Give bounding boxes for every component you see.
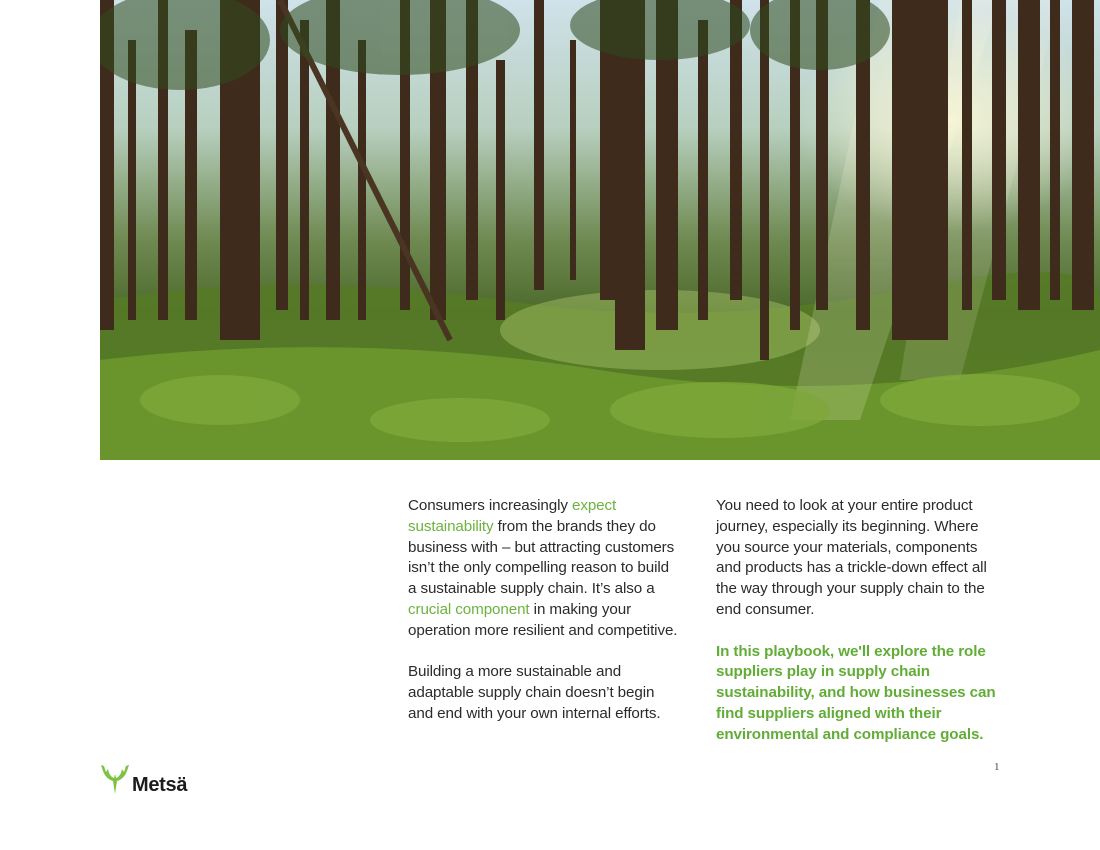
playbook-highlight: In this playbook, we'll explore the role suppliers play in supply chain sustainability, and how businesses can find suppliers aligned with their environmental and compliance goals. (716, 642, 996, 743)
metsa-logo (100, 763, 187, 795)
supply-chain-paragraph: Building a more sustainable and adaptable supply chain doesn’t begin and end with your own internal efforts. (408, 663, 661, 722)
expect-sustainability-link[interactable]: expect sustainability (408, 497, 617, 535)
forest-hero-image (100, 0, 1100, 460)
product-journey-paragraph: You need to look at your entire product journey, especially its beginning. Where you source your materials, components and products has a trickle-down effect all the way through your supply chain to the end consumer. (716, 497, 987, 618)
intro-column-right (716, 496, 1006, 766)
crucial-component-link[interactable]: crucial component (408, 600, 530, 618)
logo-wordmark: Metsä (132, 774, 188, 796)
intro-column-left (408, 496, 680, 746)
page-number: 1 (994, 761, 1000, 773)
intro-paragraph (408, 496, 680, 642)
antler-icon (100, 763, 130, 795)
paragraph-text: Consumers increasingly (408, 497, 572, 514)
paragraph-text: from the brands they do business with – but attracting customers isn’t the only compelling reason to build a sustainable supply chain. It’s also a (408, 517, 675, 598)
forest-illustration (100, 0, 1100, 460)
paragraph-text: in making your operation more resilient and competitive. (408, 600, 678, 639)
